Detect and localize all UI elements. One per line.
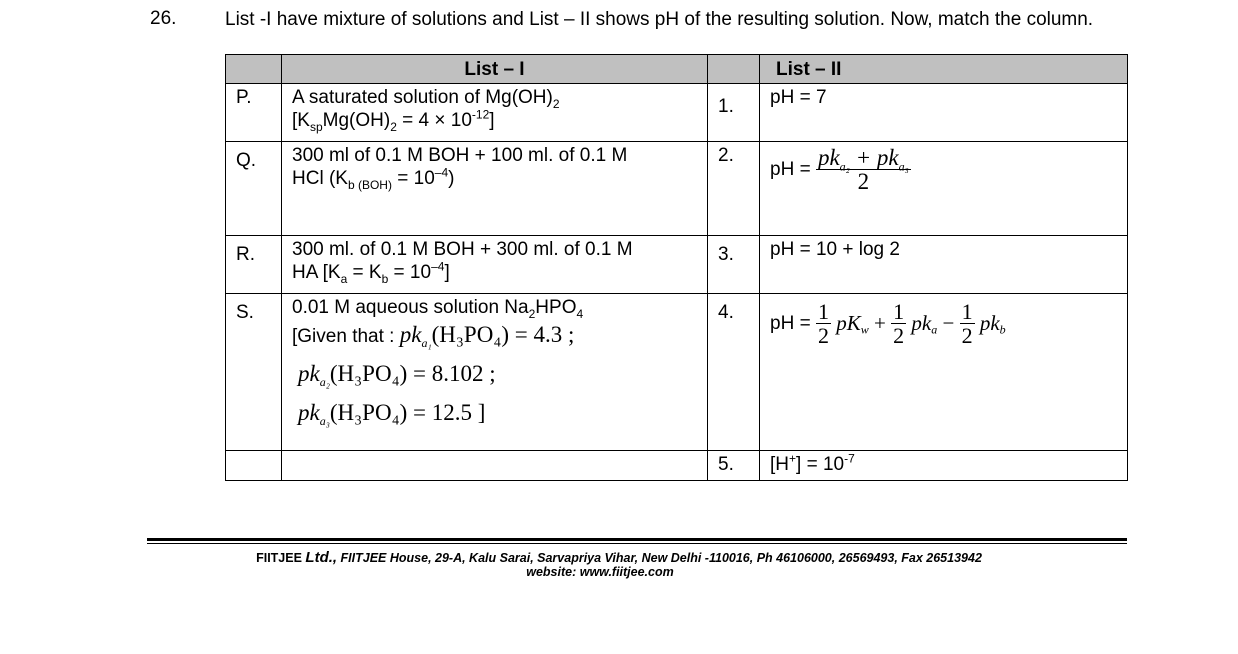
row-label: R. <box>226 236 282 294</box>
list2-item: pH = $\frac{1}{2}$ $pK_w$ + $\frac{1}{2}$ $pk_a$ − $\frac{1}{2}$ $pk_b$ <box>760 294 1128 451</box>
footer-website: website: www.fiitjee.com <box>526 565 674 579</box>
list2-item: pH = 10 + log 2 <box>760 236 1128 294</box>
list2-number: 1. <box>708 84 760 142</box>
header-blank-2 <box>708 55 760 84</box>
footer-rule-thin <box>147 543 1127 544</box>
header-list-2: List – II <box>760 55 1128 84</box>
list1-item: A saturated solution of $Mg(OH)_2$ $[K_{sp}Mg(OH)_2 = 4 \times 10^{-12}]$ <box>282 84 708 142</box>
list2-number: 3. <box>708 236 760 294</box>
question-number: 26. <box>150 8 177 29</box>
ph-fraction: $\frac{pk_{a_2} + pk_{a_3}}{2}$ <box>817 145 909 194</box>
footer-rule-thick <box>147 538 1127 541</box>
list2-number: 2. <box>708 142 760 236</box>
table-header-row <box>226 55 1128 84</box>
row-label: S. <box>226 294 282 451</box>
list1-item <box>282 451 708 481</box>
row-label: Q. <box>226 142 282 236</box>
table-row <box>226 236 1128 294</box>
footer-address: FIITJEE Ltd., FIITJEE House, 29-A, Kalu Sarai, Sarvapriya Vihar, New Delhi -110016, Ph 46106000, 26569493, Fax 26513942 <box>256 549 982 566</box>
table-row <box>226 451 1128 481</box>
list1-item: 0.01 M aqueous solution $Na_2HPO_4$ [Given that : $pk_{a_1}(H_3PO_4) = 4.3$ ; $pk_{a_2}(H_3PO_4) = 8.102$ ; $pk_{a_3}(H_3PO_4) = 12.5$ ] <box>282 294 708 451</box>
header-list-1: List – I <box>282 55 708 84</box>
list1-item: 300 ml. of 0.1 M BOH + 300 ml. of 0.1 M HA $[K_a = K_b = 10^{-4}]$ <box>282 236 708 294</box>
row-label <box>226 451 282 481</box>
list2-number: 4. <box>708 294 760 451</box>
list2-item: pH = $\frac{pk_{a_2} + pk_{a_3}}{2}$ <box>760 142 1128 236</box>
table-row <box>226 142 1128 236</box>
list1-item: 300 ml of 0.1 M BOH + 100 ml. of 0.1 M HCl $(K_{b (BOH)} = 10^{-4})$ <box>282 142 708 236</box>
list2-number: 5. <box>708 451 760 481</box>
header-blank-1 <box>226 55 282 84</box>
table-row <box>226 84 1128 142</box>
list2-item: pH = 7 <box>760 84 1128 142</box>
match-table <box>225 54 1128 481</box>
list2-item: $[H^+] = 10^{-7}$ <box>760 451 1128 481</box>
table-row <box>226 294 1128 451</box>
brand-name: FIITJEE <box>256 551 302 565</box>
row-label: P. <box>226 84 282 142</box>
question-text: List -I have mixture of solutions and List – II shows pH of the resulting solution. Now, match the column. <box>225 9 1094 30</box>
